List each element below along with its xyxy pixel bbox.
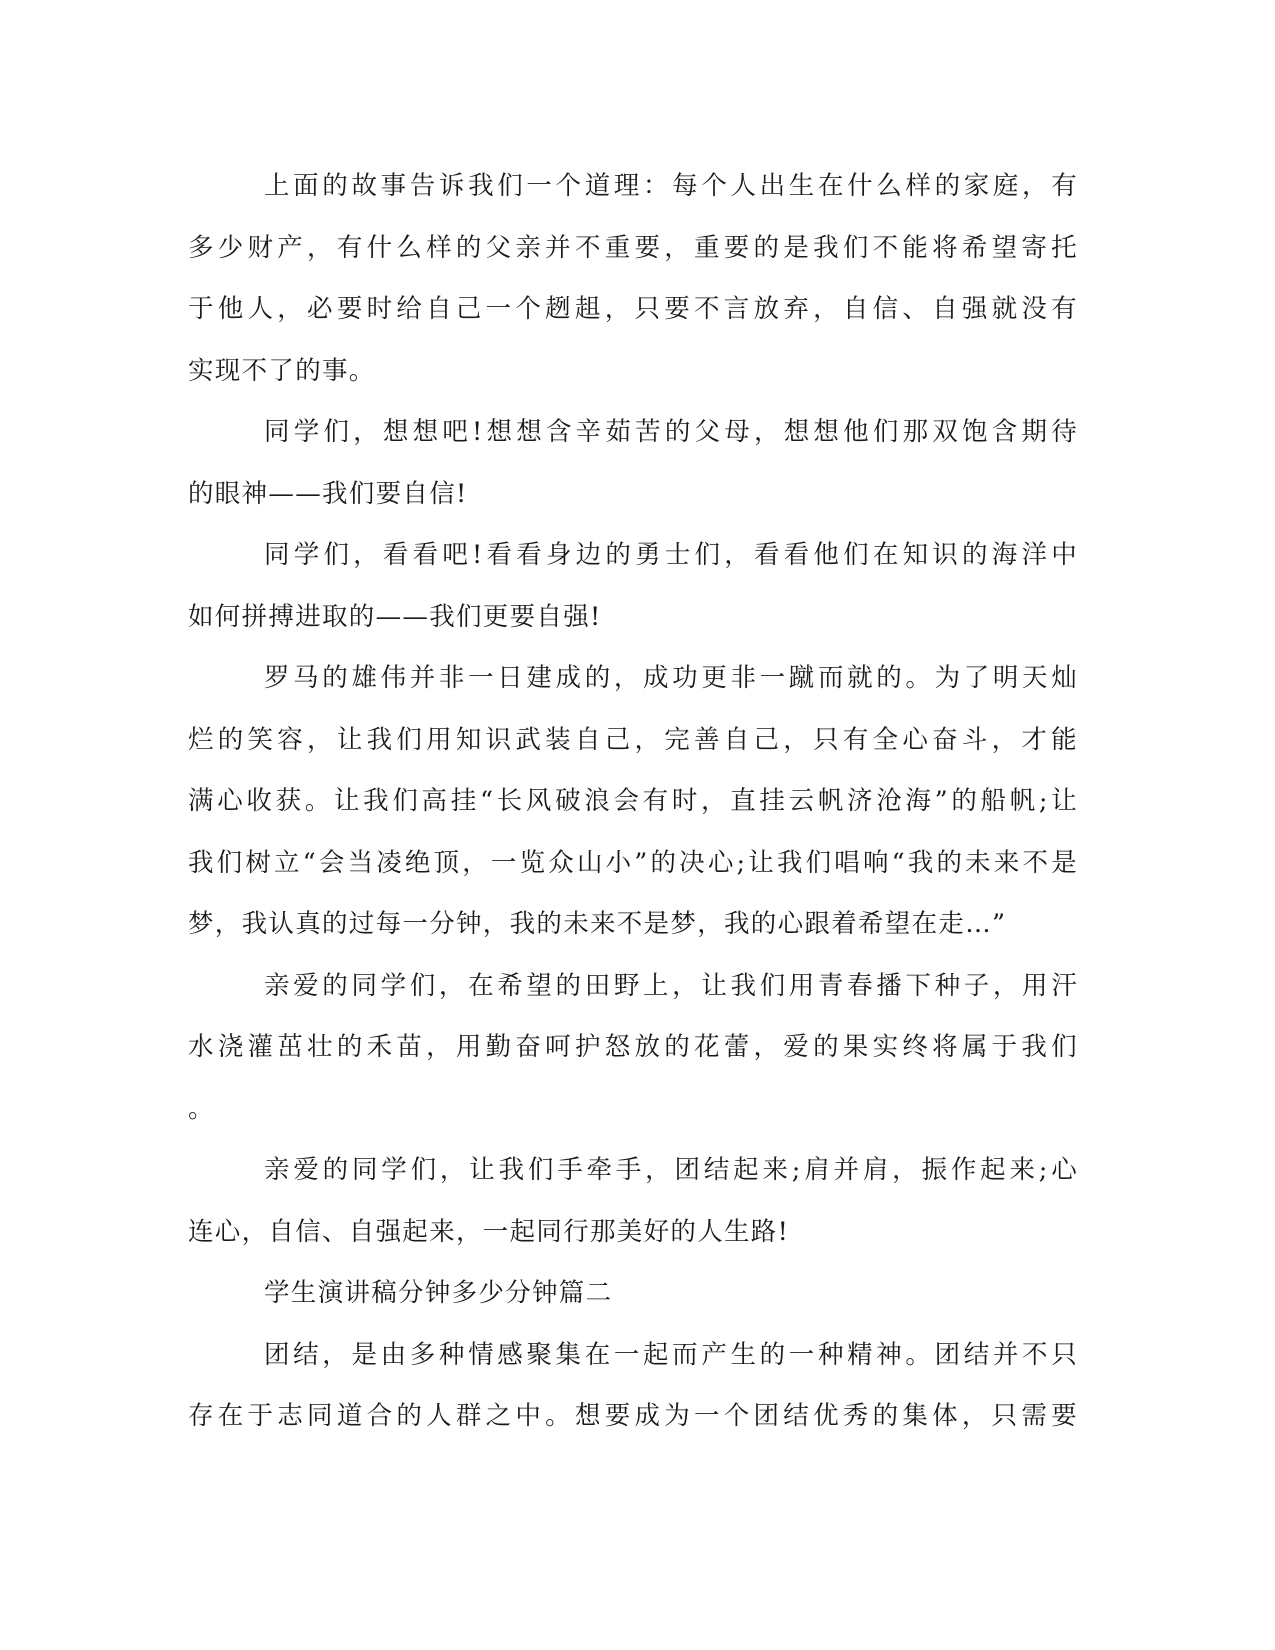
text-line: 同学们，看看吧!看看身边的勇士们，看看他们在知识的海洋中 (264, 540, 1078, 570)
text-line: 亲爱的同学们，让我们手牵手，团结起来;肩并肩，振作起来;心 (264, 1155, 1078, 1185)
text-line: 我们树立“会当凌绝顶，一览众山小”的决心;让我们唱响“我的未来不是 (188, 847, 1078, 878)
paragraph-story-moral (188, 156, 1078, 402)
text-line: 团结，是由多种情感聚集在一起而产生的一种精神。团结并不只 (264, 1339, 1078, 1370)
text-line: 罗马的雄伟并非一日建成的，成功更非一蹴而就的。为了明天灿 (264, 663, 1078, 693)
text-line: 满心收获。让我们高挂“长风破浪会有时，直挂云帆济沧海”的船帆;让 (188, 786, 1078, 816)
text-line: 的眼神——我们要自信! (188, 478, 468, 509)
document-body (188, 156, 1078, 1448)
text-line: 同学们，想想吧!想想含辛茹苦的父母，想想他们那双饱含期待 (264, 417, 1078, 447)
text-line: 多少财产，有什么样的父亲并不重要，重要的是我们不能将希望寄托 (188, 232, 1078, 263)
text-line: 。 (188, 1093, 215, 1124)
text-line: 上面的故事告诉我们一个道理：每个人出生在什么样的家庭，有 (264, 171, 1078, 201)
section-title: 学生演讲稿分钟多少分钟篇二 (264, 1278, 613, 1308)
paragraph-field-of-hope (188, 956, 1078, 1141)
section-heading (188, 1263, 1078, 1325)
text-line: 梦，我认真的过每一分钟，我的未来不是梦，我的心跟着希望在走…” (188, 909, 1007, 939)
text-line: 连心，自信、自强起来，一起同行那美好的人生路! (188, 1216, 790, 1247)
text-line: 烂的笑容，让我们用知识武装自己，完善自己，只有全心奋斗，才能 (188, 724, 1078, 755)
text-line: 亲爱的同学们，在希望的田野上，让我们用青春播下种子，用汗 (264, 970, 1078, 1001)
paragraph-unity (188, 1325, 1078, 1448)
text-line: 实现不了的事。 (188, 355, 376, 386)
text-line: 水浇灌茁壮的禾苗，用勤奋呵护怒放的花蕾，爱的果实终将属于我们 (188, 1032, 1078, 1062)
text-line: 于他人，必要时给自己一个趔趄，只要不言放弃，自信、自强就没有 (188, 294, 1078, 324)
paragraph-look-at-warriors (188, 525, 1078, 648)
paragraph-hand-in-hand (188, 1140, 1078, 1263)
paragraph-rome (188, 648, 1078, 956)
text-line: 如何拼搏进取的——我们更要自强! (188, 601, 602, 632)
paragraph-think-of-parents (188, 402, 1078, 525)
text-line: 存在于志同道合的人群之中。想要成为一个团结优秀的集体，只需要 (188, 1401, 1078, 1431)
